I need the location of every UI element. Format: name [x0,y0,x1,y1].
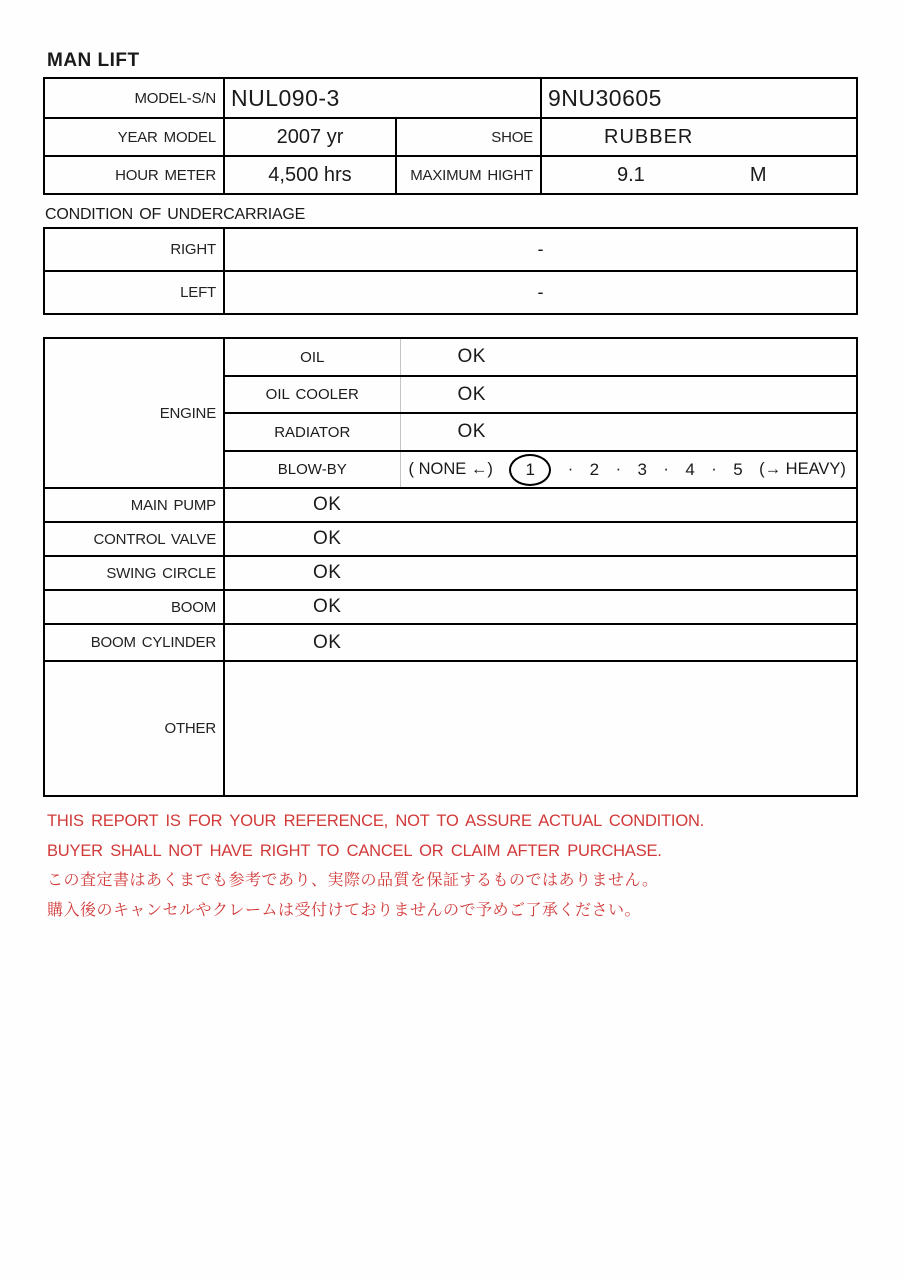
boom-cylinder-label: BOOM CYLINDER [44,624,224,661]
undercarriage-table [43,227,858,315]
disclaimer-line-en-2: BUYER SHALL NOT HAVE RIGHT TO CANCEL OR CLAIM AFTER PURCHASE. [47,842,662,860]
model-value: NUL090-3 [224,78,541,118]
other-value [224,661,857,796]
control-valve-value: OK [224,522,857,556]
inspection-table [43,337,858,797]
year-model-label: YEAR MODEL [44,118,224,156]
model-sn-label: MODEL-S/N [44,78,224,118]
right-label: RIGHT [44,228,224,271]
spec-row-year-shoe [44,118,857,156]
control-valve-label: CONTROL VALVE [44,522,224,556]
blowby-scale-cell [400,451,857,488]
table-row [44,590,857,624]
oil-cooler-value: OK [400,376,857,413]
maximum-height-label: MAXIMUM HIGHT [396,156,541,194]
main-pump-value: OK [224,488,857,522]
main-pump-label: MAIN PUMP [44,488,224,522]
blowby-rating-1: 1 [525,459,536,479]
shoe-label: SHOE [396,118,541,156]
spec-row-hour-height [44,156,857,194]
disclaimer-line-jp-2: 購入後のキャンセルやクレームは受付けておりませんので予めご了承ください。 [47,902,642,919]
boom-value: OK [224,590,857,624]
spec-table [43,77,858,195]
blowby-dot: · [567,460,574,478]
blowby-selected-circle [509,454,551,486]
swing-circle-value: OK [224,556,857,590]
blowby-dot: · [663,460,669,478]
radiator-label: RADIATOR [224,413,400,451]
table-row [44,338,857,376]
other-label: OTHER [44,661,224,796]
blowby-heavy-suffix: (→ HEAVY) [759,460,846,478]
shoe-value: RUBBER [541,118,857,156]
table-row [44,228,857,271]
table-row [44,522,857,556]
blowby-dot: · [711,460,717,478]
serial-value: 9NU30605 [541,78,857,118]
disclaimer-line-jp-1: この査定書はあくまでも参考であり、実際の品質を保証するものではありません。 [47,872,659,889]
blowby-label: BLOW-BY [224,451,400,488]
blowby-rating-4: 4 [685,459,695,479]
hour-meter-value: 4,500 hrs [224,156,396,194]
year-model-value: 2007 yr [224,118,396,156]
boom-cylinder-value: OK [224,624,857,661]
blowby-rating-3: 3 [637,459,647,479]
table-row [44,271,857,314]
left-label: LEFT [44,271,224,314]
maximum-height-value: 9.1 [617,163,645,186]
undercarriage-heading: CONDITION OF UNDERCARRIAGE [45,206,306,223]
table-row [44,488,857,522]
swing-circle-label: SWING CIRCLE [44,556,224,590]
oil-cooler-label: OIL COOLER [224,376,400,413]
hour-meter-label: HOUR METER [44,156,224,194]
blowby-rating-5: 5 [733,459,743,479]
oil-label: OIL [224,338,400,376]
disclaimer-text [47,806,704,926]
table-row [44,661,857,796]
spec-row-model [44,78,857,118]
table-row [44,624,857,661]
left-value: - [224,271,857,314]
blowby-dot: · [615,460,622,478]
oil-value: OK [400,338,857,376]
blowby-none-prefix: ( NONE ←) [408,460,493,478]
page-title: MAN LIFT [47,50,140,71]
table-row [44,556,857,590]
radiator-value: OK [400,413,857,451]
blowby-rating-2: 2 [589,459,600,479]
engine-label: ENGINE [44,338,224,488]
maximum-height-value-cell [541,156,857,194]
blowby-scale [401,454,857,486]
boom-label: BOOM [44,590,224,624]
disclaimer-line-en-1: THIS REPORT IS FOR YOUR REFERENCE, NOT TO ASSURE ACTUAL CONDITION. [47,812,705,830]
right-value: - [224,228,857,271]
maximum-height-unit: M [749,163,767,186]
